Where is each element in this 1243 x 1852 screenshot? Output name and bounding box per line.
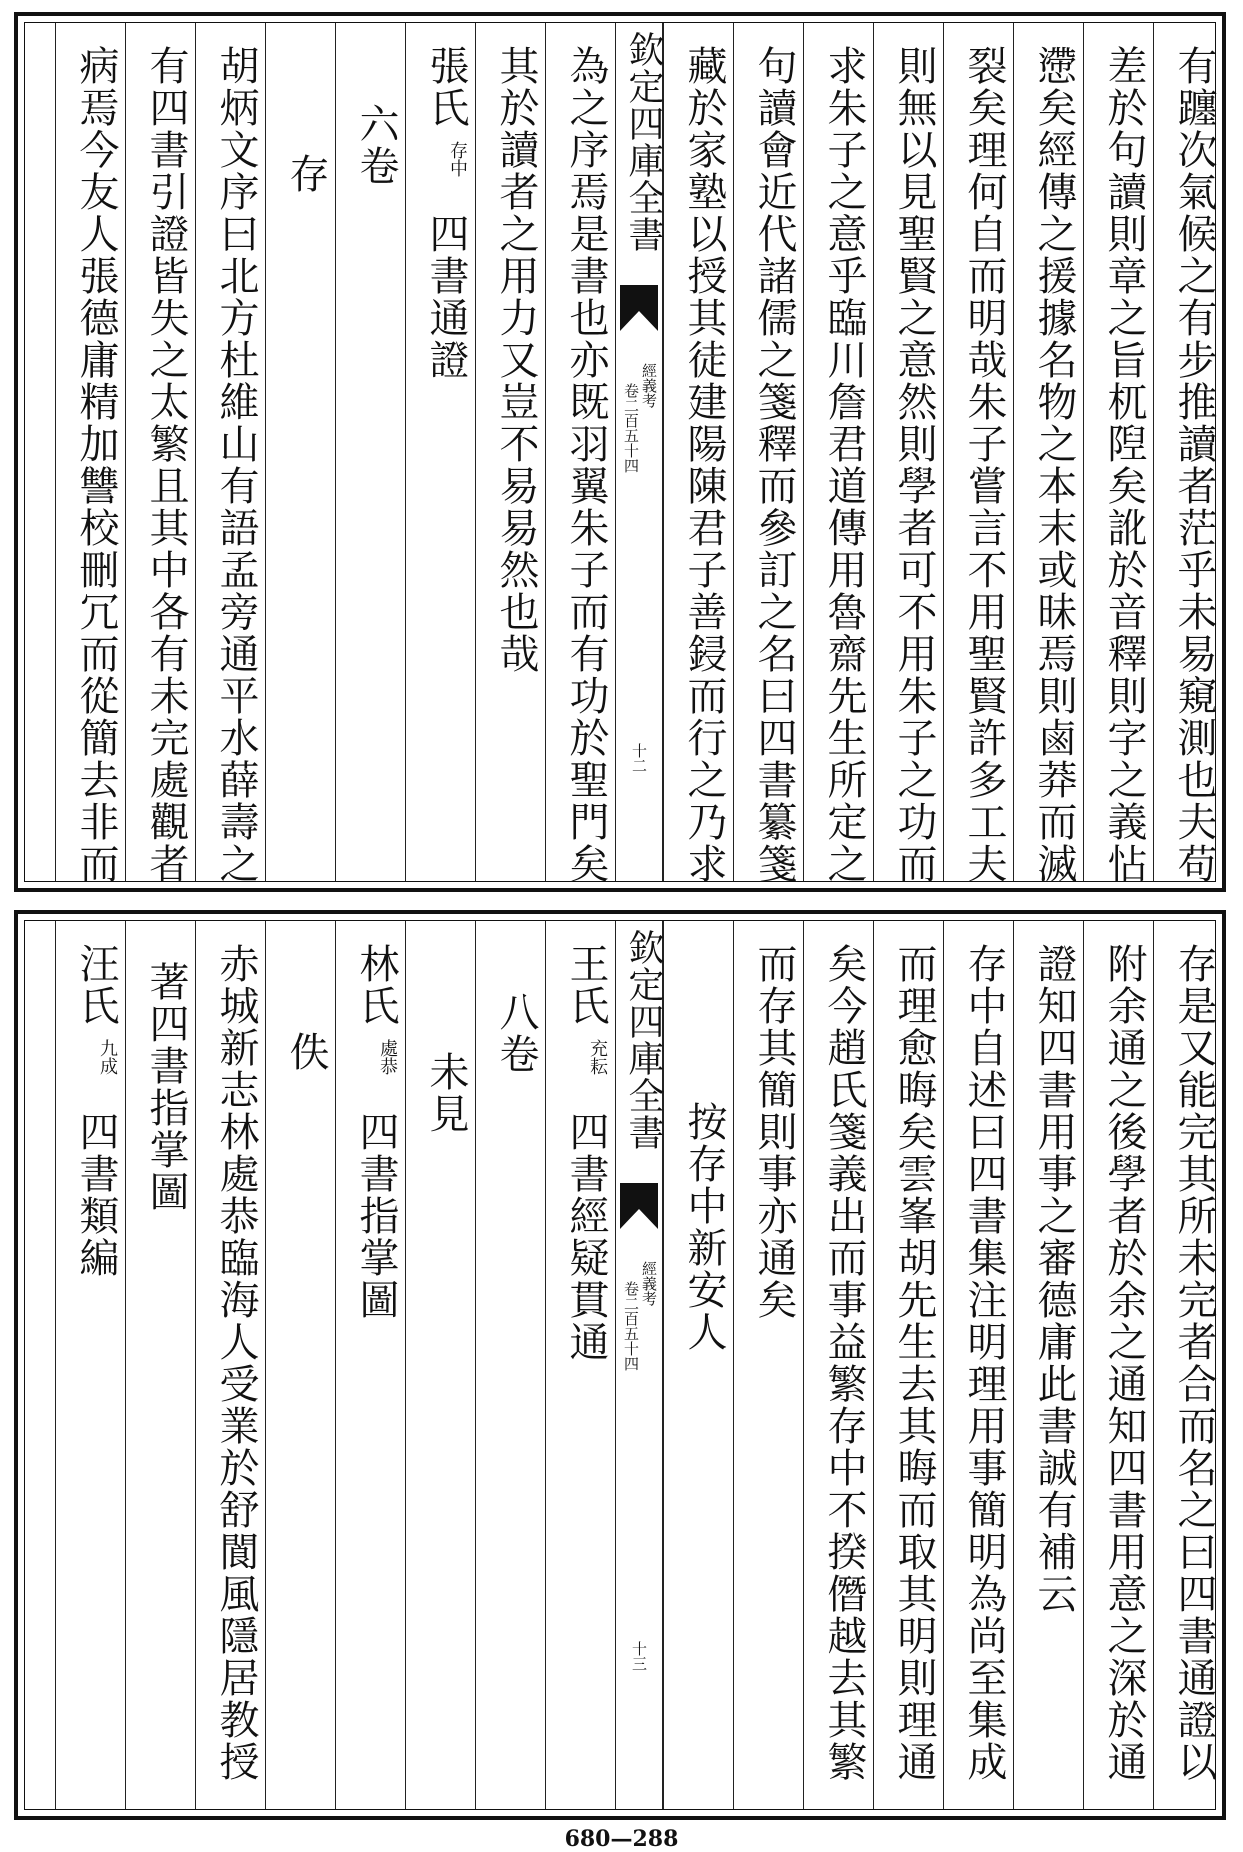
text-column xyxy=(733,23,803,885)
text-column xyxy=(475,921,545,1809)
top-columns xyxy=(25,23,1217,885)
column-text: 胡炳文序曰北方杜維山有語孟旁通平水薛壽之 xyxy=(213,45,259,885)
text-column xyxy=(55,921,125,1809)
text-column xyxy=(943,23,1013,885)
text-column xyxy=(125,23,195,885)
volume-label: 卷二百五十四 xyxy=(622,1281,640,1371)
author-note: 處恭 xyxy=(377,1039,398,1075)
text-column xyxy=(335,921,405,1809)
section-label: 經義考 xyxy=(640,1261,658,1306)
entry-author: 汪氏 xyxy=(73,943,119,1027)
column-text: 矣今趙氏箋義出而事益繁存中不揆僭越去其繁 xyxy=(821,943,867,1783)
book-name: 四書經疑貫通 xyxy=(563,1111,609,1363)
bottom-columns xyxy=(25,921,1215,1809)
column-text: 赤城新志林處恭臨海人受業於舒閬風隱居教授 xyxy=(213,943,259,1783)
text-column xyxy=(405,921,475,1809)
page-footer-number: 680—288 xyxy=(564,1826,679,1852)
text-column xyxy=(335,23,405,881)
text-column xyxy=(733,921,803,1809)
column-text: 句讀會近代諸儒之箋釋而參訂之名曰四書纂箋 xyxy=(751,45,797,885)
text-column xyxy=(405,23,475,881)
text-column xyxy=(265,921,335,1809)
column-text: 附余通之後學者於余之通知四書用意之深於通 xyxy=(1101,943,1147,1783)
text-column xyxy=(1013,921,1083,1809)
text-column xyxy=(545,921,615,1809)
text-column xyxy=(873,921,943,1809)
fish-tail-ornament xyxy=(620,285,658,331)
column-text: 其於讀者之用力又豈不易易然也哉 xyxy=(493,45,539,675)
text-column xyxy=(1083,921,1153,1809)
column-text: 存中自述曰四書集注明理用事簡明為尚至集成 xyxy=(961,943,1007,1783)
text-column xyxy=(1013,23,1083,885)
page-number: 十二 xyxy=(630,743,648,773)
center-header-column xyxy=(615,921,663,1809)
entry-author: 王氏 xyxy=(563,943,609,1027)
column-text: 裂矣理何自而明哉朱子嘗言不用聖賢許多工夫 xyxy=(961,45,1007,885)
text-column xyxy=(943,921,1013,1809)
status-text: 存 xyxy=(283,153,329,195)
column-text: 證知四書用事之審德庸此書誠有補云 xyxy=(1031,943,1077,1615)
page-number: 十三 xyxy=(630,1641,648,1671)
column-text: 病焉今友人張德庸精加讐校刪冗而從簡去非而 xyxy=(73,45,119,885)
column-text: 藏於家塾以授其徒建陽陳君子善鋟而行之乃求 xyxy=(681,45,727,885)
column-text: 有四書引證皆失之太繁且其中各有未完處觀者 xyxy=(143,45,189,885)
column-text: 著四書指掌圖 xyxy=(143,961,189,1213)
section-label: 經義考 xyxy=(640,363,658,408)
entry-author: 林氏 xyxy=(353,943,399,1027)
column-text: 存是又能完其所未完者合而名之曰四書通證以 xyxy=(1171,943,1217,1783)
fish-tail-ornament xyxy=(620,1183,658,1229)
column-text: 有躔次氣候之有步推讀者茫乎未易窺測也夫苟 xyxy=(1171,45,1217,885)
text-column xyxy=(873,23,943,885)
text-column xyxy=(195,23,265,885)
column-text: 求朱子之意乎臨川詹君道傳用魯齋先生所定之 xyxy=(821,45,867,885)
volume-count: 六卷 xyxy=(353,103,399,187)
status-text: 未見 xyxy=(423,1051,469,1135)
column-text: 而理愈晦矣雲峯胡先生去其晦而取其明則理通 xyxy=(891,943,937,1783)
center-header-column xyxy=(615,23,663,881)
text-column xyxy=(1153,23,1223,885)
book-name: 四書指掌圖 xyxy=(353,1111,399,1321)
text-column xyxy=(55,23,125,885)
column-text: 按存中新安人 xyxy=(681,1101,727,1353)
text-column xyxy=(663,921,733,1809)
text-column xyxy=(803,23,873,885)
text-column xyxy=(1083,23,1153,885)
author-note: 存中 xyxy=(447,141,468,177)
column-text: 懘矣經傳之援據名物之本末或昧焉則鹵莽而滅 xyxy=(1031,45,1077,885)
bottom-page-panel xyxy=(14,910,1226,1820)
author-note: 充耘 xyxy=(587,1039,608,1075)
book-name: 四書通證 xyxy=(423,213,469,381)
book-name: 四書類編 xyxy=(73,1111,119,1279)
text-column xyxy=(1153,921,1223,1809)
text-column xyxy=(663,23,733,885)
text-column xyxy=(125,921,195,1809)
book-title: 欽定四庫全書 xyxy=(623,31,664,253)
column-text: 則無以見聖賢之意然則學者可不用朱子之功而 xyxy=(891,45,937,885)
text-column xyxy=(803,921,873,1809)
text-column xyxy=(545,23,615,885)
text-column xyxy=(265,23,335,881)
column-text: 差於句讀則章之旨杌隉矣訛於音釋則字之義怗 xyxy=(1101,45,1147,885)
volume-count: 八卷 xyxy=(493,991,539,1075)
column-text: 為之序焉是書也亦既羽翼朱子而有功於聖門矣 xyxy=(563,45,609,885)
column-text: 而存其簡則事亦通矣 xyxy=(751,943,797,1321)
author-note: 九成 xyxy=(97,1039,118,1075)
text-column xyxy=(195,921,265,1809)
text-column xyxy=(475,23,545,881)
volume-label: 卷二百五十四 xyxy=(622,383,640,473)
book-title: 欽定四庫全書 xyxy=(623,929,664,1151)
top-page-panel xyxy=(14,12,1226,892)
entry-author: 張氏 xyxy=(423,45,469,129)
status-text: 佚 xyxy=(283,1031,329,1073)
